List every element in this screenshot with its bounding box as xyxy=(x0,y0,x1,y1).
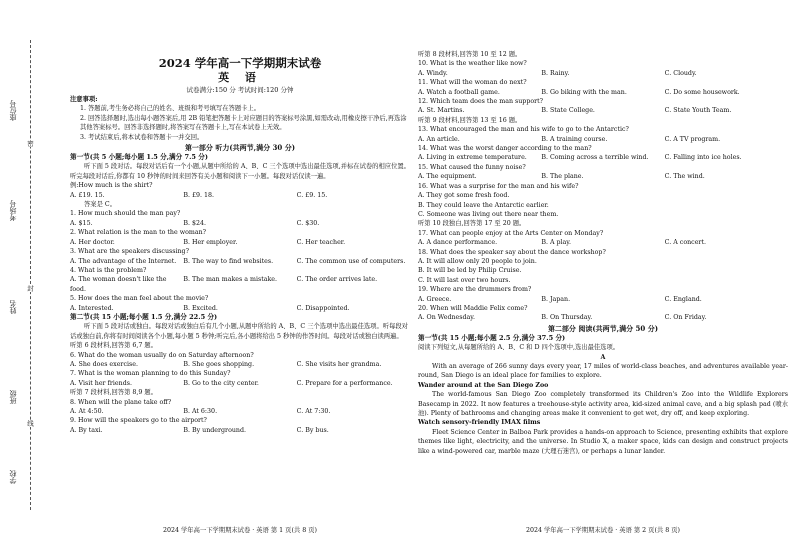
question: 3. What are the speakers discussing? xyxy=(70,248,189,256)
passage-paragraph: Fleet Science Center in Balboa Park provides a hands-on approach to Science, presenting exhibits that explore themes like light, electricity, and the universe. In Studio X, a maker space, kids can design and construct projects like a wind-powered car, marble maze (大理石迷宫), or perhaps a lunar lander. xyxy=(418,428,788,455)
question-options xyxy=(70,219,410,228)
option: B. Coming across a terrible wind. xyxy=(541,154,649,162)
cut-mark-feng: 封 xyxy=(26,285,34,292)
exam-room-label: 考场号 xyxy=(9,200,17,221)
option: A. Interested. xyxy=(70,304,114,312)
binding-dashed-line xyxy=(30,40,31,510)
passage-subheading: Watch sensory-friendly IMAX films xyxy=(418,419,541,427)
option: B. The plane. xyxy=(541,173,584,181)
question-options xyxy=(418,135,788,144)
option: B. Rainy. xyxy=(541,69,570,77)
question-options xyxy=(70,407,410,416)
option: A. She does exercise. xyxy=(70,360,138,368)
option: A. Greece. xyxy=(418,295,452,303)
option: C. Disappointed. xyxy=(296,304,350,312)
option: A. Her doctor. xyxy=(70,238,115,246)
option: A. Visit her friends. xyxy=(70,379,132,387)
option: B. By underground. xyxy=(183,426,246,434)
part-1-heading: 第一部分 听力(共两节,满分 30 分) xyxy=(184,143,296,153)
question: 11. What will the woman do next? xyxy=(418,79,527,87)
question: 7. What is the woman planning to do this Sunday? xyxy=(70,370,231,378)
cut-mark-xian: 线 xyxy=(26,420,34,427)
option: A. St. Martins. xyxy=(418,107,465,115)
option: C. A concert. xyxy=(664,239,706,247)
option: B. £9. 18. xyxy=(183,191,214,199)
option: A. Watch a football game. xyxy=(418,88,500,96)
question: 5. How does the man feel about the movie? xyxy=(70,295,209,303)
passage-paragraph: With an average of 266 sunny days every year, 17 miles of world-class beaches, and adventures available year-round, San Diego is an ideal place for families to explore. xyxy=(418,363,788,380)
reading-instructions: 阅读下列短文,从每题所给的 A、B、C 和 D 四个选项中,选出最佳选项。 xyxy=(418,344,620,352)
option: C. England. xyxy=(664,295,702,303)
option: B. Excited. xyxy=(183,304,218,312)
option: A. It will allow only 20 people to join. xyxy=(418,257,537,265)
question: 15. What caused the funny noise? xyxy=(418,163,526,171)
question: 20. When will Maddie Felix come? xyxy=(418,304,528,312)
option: A. A dance performance. xyxy=(418,239,498,247)
question-options xyxy=(418,106,788,115)
option: C. Prepare for a performance. xyxy=(296,379,393,387)
question: 14. What was the worst danger according to the man? xyxy=(418,145,592,153)
question-options xyxy=(70,379,410,388)
option: C. £9. 15. xyxy=(296,191,328,199)
option: A. An article. xyxy=(418,135,460,143)
page-2-column xyxy=(418,50,788,456)
name-label: 姓名 xyxy=(9,300,17,314)
seat-number-label: 座位号 xyxy=(9,100,17,121)
option: B. A training course. xyxy=(541,135,608,143)
question-options xyxy=(70,238,410,247)
material-note: 听第 7 段材料,回答第 8,9 题。 xyxy=(70,389,157,397)
question-options xyxy=(70,426,410,435)
notice-3: 3. 考试结束后,将本试卷和答题卡一并交回。 xyxy=(80,133,204,141)
question: 2. What relation is the man to the woman? xyxy=(70,229,207,237)
exam-subject: 英 语 xyxy=(218,71,262,84)
option: C. By bus. xyxy=(296,426,329,434)
question-options xyxy=(70,275,410,294)
option: C. State Youth Team. xyxy=(664,107,732,115)
option: B. State College. xyxy=(541,107,595,115)
option: A. Windy. xyxy=(418,69,448,77)
option: B. The man makes a mistake. xyxy=(183,276,278,284)
notice-heading: 注意事项: xyxy=(70,96,98,103)
material-note: 听第 6 段材料,回答第 6,7 题。 xyxy=(70,342,157,350)
question: 6. What do the woman usually do on Saturday afternoon? xyxy=(70,351,254,359)
page-2-footer: 2024 学年高一下学期期末试卷 · 英语 第 2 页(共 8 页) xyxy=(525,527,680,534)
material-note: 听第 10 段独白,回答第 17 至 20 题。 xyxy=(418,220,526,228)
reading-section-1-heading: 第一节(共 15 小题;每小题 2.5 分,满分 37.5 分) xyxy=(418,333,566,342)
option: B. Go to the city center. xyxy=(183,379,259,387)
class-label: 班级 xyxy=(9,390,17,404)
passage-paragraph: The world-famous San Diego Zoo completely transformed its Children's Zoo into the Wildlife Explorers Basecamp in 2022. It now features a treehouse-style activity area, kid-sized animal cave, and a big splash pad (喷水池). Plenty of bathrooms and changing areas make it convenient to get wet, dry off, and keep exploring. xyxy=(418,391,788,418)
option: B. Her employer. xyxy=(183,238,238,246)
section-2-instructions: 听下面 5 段对话或独白。每段对话或独白后有几个小题,从题中所给的 A、B、C 三个选项中选出最佳选项。听每段对话或独白前,你将有时间阅读各个小题,每小题 5 秒钟;听完后,各小题将给出 5 秒钟的作答时间。每段对话或独白读两遍。 xyxy=(70,323,408,340)
option: A. £19. 15. xyxy=(70,191,105,199)
option: B. Go biking with the man. xyxy=(541,88,627,96)
question: 8. When will the plane take off? xyxy=(70,398,172,406)
passage-subheading: Wander around at the San Diego Zoo xyxy=(418,381,549,389)
question-options xyxy=(70,257,410,266)
exam-title: 2024 学年高一下学期期末试卷 xyxy=(158,56,322,70)
option: C. It will last over two hours. xyxy=(418,276,511,284)
option: B. Japan. xyxy=(541,295,571,303)
section-2-heading: 第二节(共 15 小题;每小题 1.5 分,满分 22.5 分) xyxy=(70,312,218,321)
option: C. The order arrives late. xyxy=(296,276,378,284)
section-1-heading: 第一节(共 5 小题;每小题 1.5 分,满分 7.5 分) xyxy=(70,153,208,162)
question-options xyxy=(70,304,410,313)
question: 19. Where are the drummers from? xyxy=(418,286,532,294)
part-2-heading: 第二部分 阅读(共两节,满分 50 分) xyxy=(547,323,659,333)
question-options xyxy=(418,172,788,181)
option: C. $30. xyxy=(296,219,320,227)
cut-mark-mi: 密 xyxy=(26,140,34,147)
material-note: 听第 9 段材料,回答第 13 至 16 题。 xyxy=(418,116,522,124)
example-question: 例:How much is the shirt? xyxy=(70,182,153,190)
page-1-footer: 2024 学年高一下学期期末试卷 · 英语 第 1 页(共 8 页) xyxy=(162,527,317,534)
option: A. At 4:50. xyxy=(70,408,104,415)
option: A. The equipment. xyxy=(418,173,477,181)
question: 17. What can people enjoy at the Arts Center on Monday? xyxy=(418,229,604,237)
option: C. On Friday. xyxy=(664,314,707,322)
question-options xyxy=(418,69,788,78)
option: B. It will be led by Philip Cruise. xyxy=(418,267,522,275)
question: 16. What was a surprise for the man and his wife? xyxy=(418,182,579,190)
example-answer: 答案是 C。 xyxy=(84,201,117,209)
option: C. She visits her grandma. xyxy=(296,360,382,368)
option: A. On Wednesday. xyxy=(418,314,476,322)
page-1-column xyxy=(70,0,410,435)
option: B. The way to find websites. xyxy=(183,257,274,265)
option: A. Living in extreme temperature. xyxy=(418,154,527,162)
exam-meta: 试卷满分:150 分 考试时间:120 分钟 xyxy=(186,86,294,94)
binding-margin xyxy=(0,0,66,546)
option: B. $24. xyxy=(183,219,206,227)
option: C. Do some housework. xyxy=(664,88,740,96)
option: C. Someone was living out there near them. xyxy=(418,210,559,218)
option: A. The woman doesn't like the food. xyxy=(70,276,167,293)
option: B. She goes shopping. xyxy=(183,360,255,368)
question: 9. How will the speakers go to the airport? xyxy=(70,417,207,425)
material-note: 听第 8 段材料,回答第 10 至 12 题。 xyxy=(418,51,522,58)
question-options xyxy=(418,238,788,247)
option: C. Falling into ice holes. xyxy=(664,154,742,162)
option: A. The advantage of the Internet. xyxy=(70,257,177,265)
option: A. They got some fresh food. xyxy=(418,192,510,200)
option: C. At 7:30. xyxy=(296,408,331,415)
option: B. A play. xyxy=(541,239,572,247)
option: C. The common use of computers. xyxy=(296,257,406,265)
question: 10. What is the weather like now? xyxy=(418,60,527,68)
option: A. $15. xyxy=(70,219,93,227)
question-options xyxy=(418,153,788,162)
option: C. Her teacher. xyxy=(296,238,346,246)
question-options xyxy=(418,295,788,304)
question: 13. What encouraged the man and his wife to go to the Antarctic? xyxy=(418,126,629,134)
question: 4. What is the problem? xyxy=(70,266,147,274)
option: C. The wind. xyxy=(664,173,705,181)
passage-label: A xyxy=(600,353,606,361)
example-options xyxy=(70,191,410,200)
school-label: 学校 xyxy=(9,470,17,484)
question: 18. What does the speaker say about the dance workshop? xyxy=(418,248,606,256)
option: B. They could leave the Antarctic earlier. xyxy=(418,201,549,209)
question-options xyxy=(418,88,788,97)
option: C. Cloudy. xyxy=(664,69,697,77)
question-options xyxy=(70,360,410,369)
notice-2: 2. 回答选择题时,选出每小题答案后,用 2B 铅笔把答题卡上对应题目的答案标号涂黑,如需改动,用橡皮擦干净后,再选涂其他答案标号。回答非选择题时,将答案写在答题卡上,写在本试卷上无效。 xyxy=(80,114,407,132)
option: B. On Thursday. xyxy=(541,314,593,322)
notice-1: 1. 答题前,考生务必将自己的姓名、班级和考号填写在答题卡上。 xyxy=(80,105,261,113)
question-options xyxy=(418,313,788,322)
option: B. At 6:30. xyxy=(183,408,218,415)
question: 1. How much should the man pay? xyxy=(70,210,181,218)
question: 12. Which team does the man support? xyxy=(418,98,544,106)
option: C. A TV program. xyxy=(664,135,721,143)
option: A. By taxi. xyxy=(70,426,103,434)
section-1-instructions: 听下面 5 段对话。每段对话后有一个小题,从题中所给的 A、B、C 三个选项中选出最佳选项,并标在试卷的相应位置。听完每段对话后,你都有 10 秒钟的时间来回答有关小题和阅读下一小题。每段对话仅读一遍。 xyxy=(70,163,410,180)
